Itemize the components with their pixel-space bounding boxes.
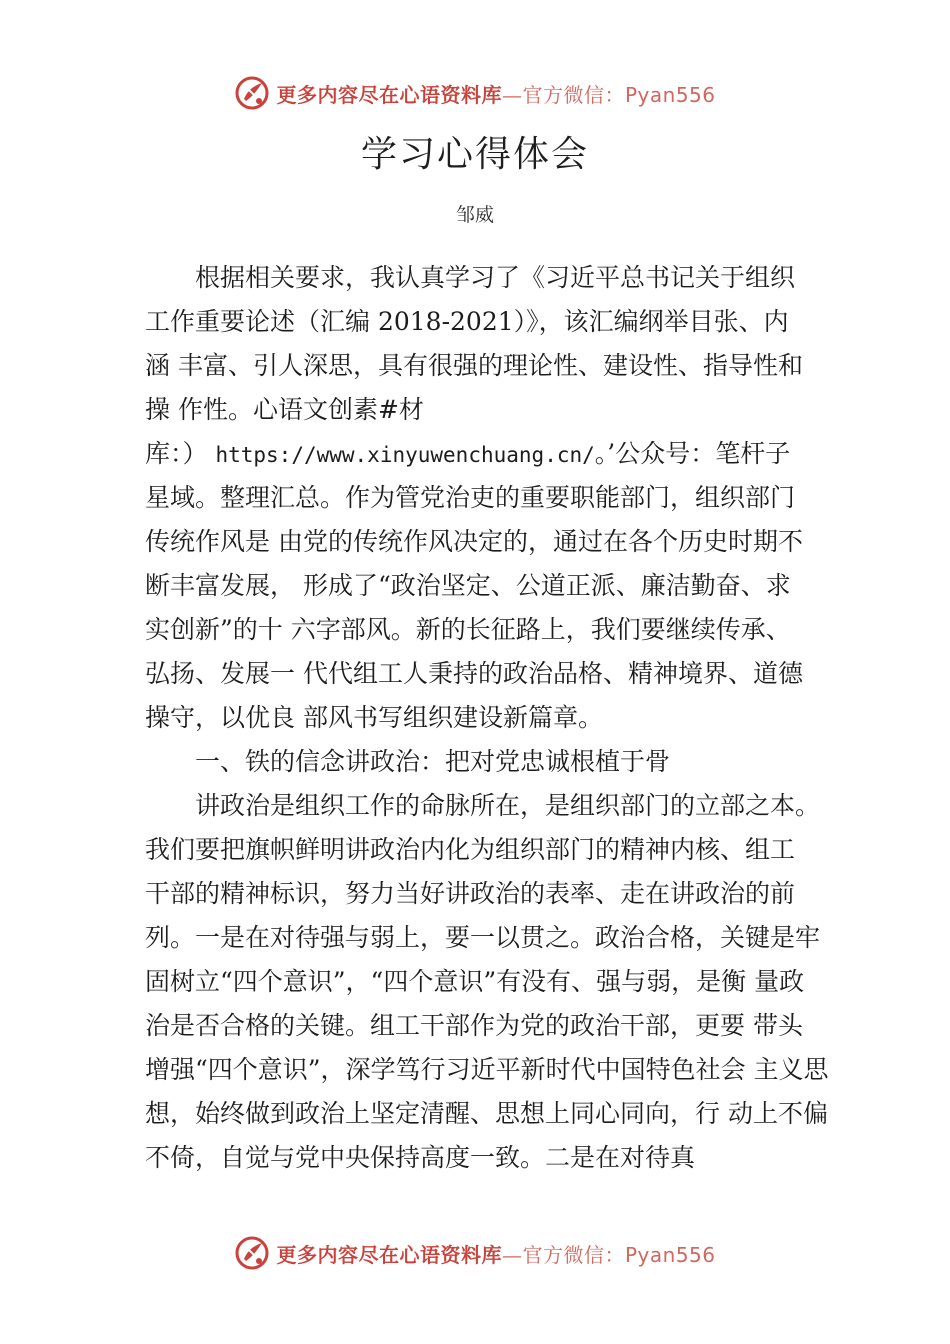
watermark-main: 更多内容尽在心语资料库 [276, 1242, 502, 1267]
watermark-account: Pyan556 [624, 1242, 716, 1267]
logo-icon [234, 1235, 270, 1271]
body-line: 我们要把旗帜鲜明讲政治内化为组织部门的精神内核、组工 [145, 835, 796, 864]
watermark-dash: — [501, 82, 523, 107]
body-line: 涵 丰富、引人深思，具有很强的理论性、建设性、指导性和 [145, 351, 803, 380]
section-heading: 一、铁的信念讲政治：把对党忠诚根植于骨 [195, 747, 671, 776]
body-line: 想，始终做到政治上坚定清醒、思想上同心同向，行 动上不偏 [145, 1099, 828, 1128]
body-line-with-url [145, 432, 835, 476]
body-line: 不倚，自觉与党中央保持高度一致。二是在对待真 [145, 1143, 696, 1172]
body-line: 星域。整理汇总。作为管党治吏的重要职能部门，组织部门 [145, 483, 796, 512]
body-line: 操守，以优良 部风书写组织建设新篇章。 [145, 703, 603, 732]
document-title: 学习心得体会 [360, 134, 589, 175]
body-line: 增强“四个意识”，深学笃行习近平新时代中国特色社会 主义思 [145, 1055, 829, 1084]
body-line: 操 作性。心语文创素#材 [145, 395, 424, 424]
body-line: 工作重要论述（汇编 2018-2021）》，该汇编纲举目张、内 [145, 307, 789, 336]
document-body [145, 256, 835, 1180]
body-url: https://www.xinyuwenchuang.cn/ [215, 443, 595, 467]
watermark-account: Pyan556 [624, 82, 716, 107]
body-line: 干部的精神标识，努力当好讲政治的表率、走在讲政治的前 [145, 879, 796, 908]
watermark-banner-top [0, 73, 950, 113]
body-line: 断丰富发展， 形成了“政治坚定、公道正派、廉洁勤奋、求 [145, 571, 791, 600]
document-author: 邹威 [455, 204, 494, 226]
body-line: 列。一是在对待强与弱上，要一以贯之。政治合格，关键是牢 [145, 923, 821, 952]
body-text-fragment: 库：） [145, 439, 208, 468]
watermark-main: 更多内容尽在心语资料库 [276, 82, 502, 107]
body-line: 治是否合格的关键。组工干部作为党的政治干部，更要 带头 [145, 1011, 803, 1040]
watermark-official: 官方微信： [522, 82, 625, 107]
logo-icon [234, 75, 270, 111]
body-line: 实创新”的十 六字部风。新的长征路上，我们要继续传承、 [145, 615, 791, 644]
watermark-text [276, 1239, 715, 1268]
body-line: 弘扬、发展一 代代组工人秉持的政治品格、精神境界、道德 [145, 659, 803, 688]
body-text-fragment: 。’公众号：笔杆子 [594, 439, 791, 468]
watermark-official: 官方微信： [522, 1242, 625, 1267]
watermark-dash: — [501, 1242, 523, 1267]
body-line: 传统作风是 由党的传统作风决定的，通过在各个历史时期不 [145, 527, 803, 556]
watermark-banner-bottom [0, 1233, 950, 1273]
body-line: 讲政治是组织工作的命脉所在，是组织部门的立部之本。 [195, 791, 821, 820]
body-line: 根据相关要求，我认真学习了《习近平总书记关于组织 [195, 263, 796, 292]
watermark-text [276, 79, 715, 108]
body-line: 固树立“四个意识”，“四个意识”有没有、强与弱，是衡 量政 [145, 967, 805, 996]
